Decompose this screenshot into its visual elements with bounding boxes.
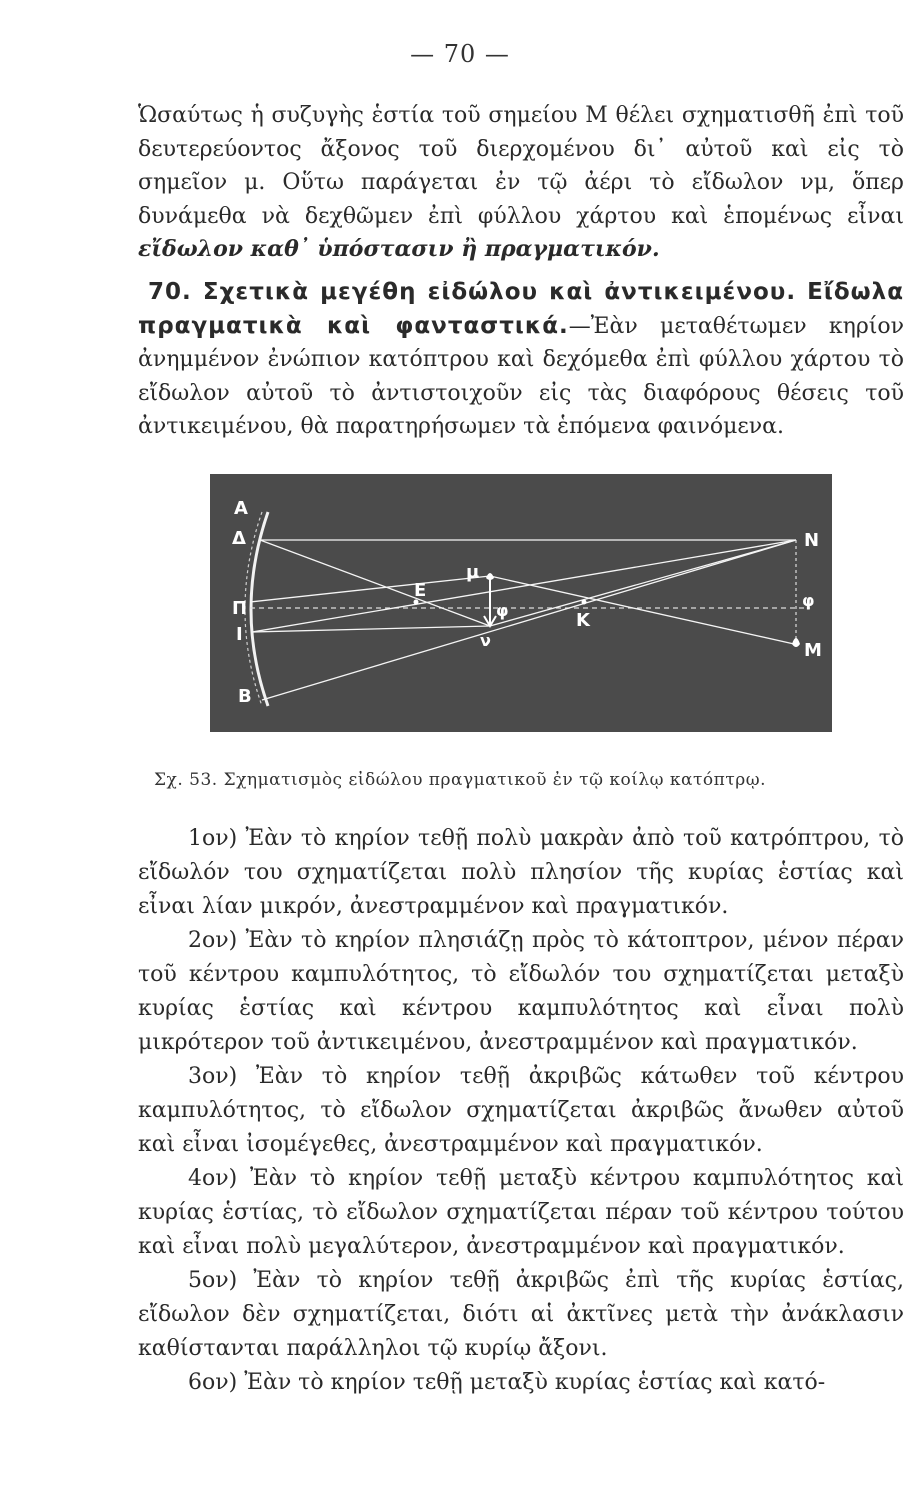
section-heading: 70. Σχετικὰ μεγέθη εἰδώλου καὶ ἀντικειμένου. Εἴδωλα πραγματικὰ καὶ φανταστικά. — [138, 279, 904, 339]
ray-d-through-e — [260, 540, 490, 626]
label-nu: ν — [480, 631, 491, 650]
case-item-3: 3ον) Ἐὰν τὸ κηρίον τεθῇ ἀκριβῶς κάτωθεν τοῦ κέντρου καμπυλότητος, τὸ εἴδωλον σχηματίζεται ἀκριβῶς ἄνωθεν αὐτοῦ καὶ εἶναι ἰσομέγεθες, ἀνεστραμμένον καὶ πραγματικόν. — [138, 1064, 904, 1157]
label-phi-small: φ — [496, 601, 509, 620]
ray-diagram — [210, 474, 832, 732]
case-item-4: 4ον) Ἐὰν τὸ κηρίον τεθῇ μεταξὺ κέντρου καμπυλότητος καὶ κυρίας ἑστίας, τὸ εἴδωλον σχηματίζεται πέραν τοῦ κέντρου τούτου καὶ εἶναι πολὺ μεγαλύτερον, ἀνεστραμμένον καὶ πραγματικόν. — [138, 1166, 904, 1259]
label-a: Α — [234, 498, 248, 519]
label-n: Ν — [804, 530, 820, 551]
case-item-2: 2ον) Ἐὰν τὸ κηρίον πλησιάζῃ πρὸς τὸ κάτοπτρον, μένον πέραν τοῦ κέντρου καμπυλότητος, τὸ εἴδωλόν του σχηματίζεται μεταξὺ κυρίας ἑστίας καὶ κέντρου καμπυλότητος καὶ εἶναι πολὺ μικρότερον τοῦ ἀντικειμένου, ἀνεστραμμένον καὶ πραγματικόν. — [138, 928, 904, 1055]
page-number: — 70 — — [410, 40, 510, 68]
section-body: —Ἐὰν μεταθέτωμεν κηρίον ἀνημμένον ἐνώπιον κατόπτρου καὶ δεχόμεθα ἐπὶ φύλλου χάρτου τὸ εἴδωλον αὐτοῦ τὸ ἀντιστοιχοῦν εἰς τὰς διαφόρους θέσεις τοῦ ἀντικειμένου, θὰ παρατηρήσωμεν τὰ ἑπόμενα φαινόμενα. — [138, 313, 905, 440]
intro-emphasis: εἴδωλον καθ᾿ ὑπόστασιν ἢ πραγματικόν. — [138, 236, 660, 263]
label-e: Ε — [414, 580, 427, 601]
label-k: Κ — [576, 610, 590, 631]
case-item-6: 6ον) Ἐὰν τὸ κηρίον τεθῇ μεταξὺ κυρίας ἑστίας καὶ κατό- — [188, 1370, 826, 1395]
case-item-5: 5ον) Ἐὰν τὸ κηρίον τεθῇ ἀκριβῶς ἐπὶ τῆς κυρίας ἑστίας, εἴδωλον δὲν σχηματίζεται, διότι αἱ ἀκτῖνες μετὰ τὴν ἀνάκλασιν καθίστανται παράλληλοι τῷ κυρίῳ ἄξονι. — [138, 1268, 904, 1361]
point-k — [582, 600, 587, 605]
ray-n-to-b — [262, 540, 796, 700]
label-i: Ι — [236, 624, 243, 645]
object-flame-icon — [792, 638, 800, 647]
intro-paragraph — [138, 99, 904, 267]
figure-caption: Σχ. 53. Σχηματισμὸς εἰδώλου πραγματικοῦ ἐν τῷ κοίλῳ κατόπτρῳ. — [154, 770, 766, 790]
ray-n-to-i — [252, 540, 796, 632]
case-item-1: 1ον) Ἐὰν τὸ κηρίον τεθῇ πολὺ μακρὰν ἀπὸ τοῦ κατρόπτρου, τὸ εἴδωλόν του σχηματίζεται πολὺ πλησίον τῆς κυρίας ἑστίας καὶ εἶναι λίαν μικρόν, ἀνεστραμμένον καὶ πραγματικόν. — [138, 826, 904, 919]
ray-nu-to-n — [490, 540, 796, 626]
label-b: Β — [238, 686, 252, 707]
label-m: Μ — [804, 640, 822, 661]
intro-text: Ὡσαύτως ἡ συζυγὴς ἑστία τοῦ σημείου Μ θέλει σχηματισθῆ ἐπὶ τοῦ δευτερεύοντος ἄξονος τοῦ διερχομένου δι᾿ αὐτοῦ καὶ εἰς τὸ σημεῖον μ. Οὕτω παράγεται ἐν τῷ ἀέρι τὸ εἴδωλον νμ, ὅπερ δυνάμεθα νὰ δεχθῶμεν ἐπὶ φύλλου χάρτου καὶ ἑπομένως εἶναι — [138, 103, 904, 229]
image-flame-icon — [486, 573, 494, 580]
label-mu: μ — [466, 562, 480, 583]
label-d: Δ — [232, 528, 246, 549]
section-70 — [138, 276, 904, 444]
label-p: Π — [232, 598, 248, 619]
ray-i-to-nu — [252, 626, 490, 632]
figure-concave-mirror — [210, 474, 832, 732]
label-phi-right: φ — [802, 591, 815, 610]
